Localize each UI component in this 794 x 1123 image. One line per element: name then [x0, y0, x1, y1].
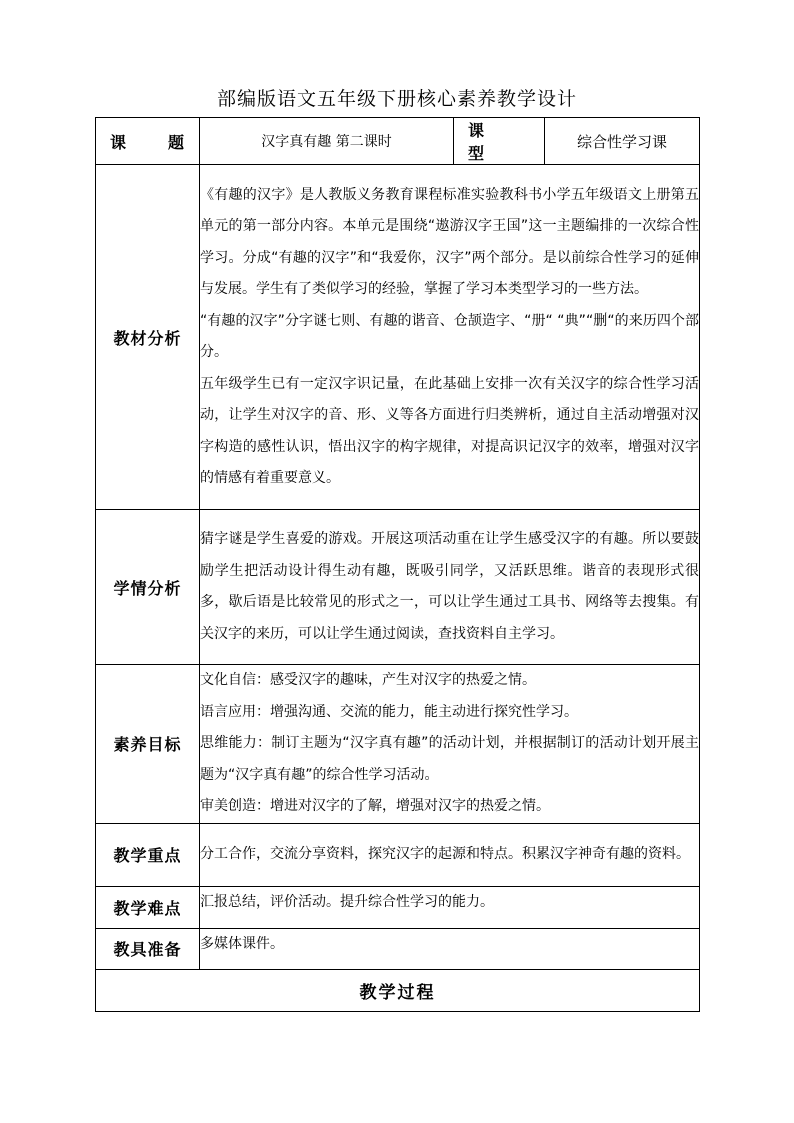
- row-content-materials: [200, 928, 700, 969]
- paragraph: 五年级学生已有一定汉字识记量，在此基础上安排一次有关汉字的综合性学习活动，让学生对汉字的音、形、义等各方面进行归类辨析，通过自主活动增强对汉字构造的感性认识，悟出汉字的构字规律，对提高识记汉字的效率，增强对汉字的情感有着重要意义。: [200, 375, 699, 486]
- table-row: [96, 928, 700, 969]
- row-label-key-points: 教学重点: [96, 823, 200, 886]
- teaching-process-heading: 教学过程: [96, 969, 700, 1011]
- paragraph: 审美创造：增进对汉字的了解，增强对汉字的热爱之情。: [200, 798, 550, 814]
- row-label-student-analysis: 学情分析: [96, 510, 200, 665]
- row-content-student-analysis: [200, 510, 700, 665]
- table-row: [96, 823, 700, 886]
- row-content-difficulties: [200, 886, 700, 928]
- paragraph: 思维能力：制订主题为“汉字真有趣”的活动计划，并根据制订的活动计划开展主题为“汉字真有趣”的综合性学习活动。: [200, 735, 699, 783]
- paragraph: 文化自信：感受汉字的趣味，产生对汉字的热爱之情。: [200, 672, 536, 688]
- paragraph: 语言应用：增强沟通、交流的能力，能主动进行探究性学习。: [200, 703, 578, 720]
- row-label-textbook-analysis: 教材分析: [96, 165, 200, 510]
- paragraph: 汇报总结，评价活动。提升综合性学习的能力。: [200, 893, 494, 910]
- row-content-key-points: [200, 823, 700, 886]
- paragraph: 《有趣的汉字》是人教版义务教育课程标准实验教科书小学五年级语文上册第五单元的第一部分内容。本单元是围绕“遨游汉字王国”这一主题编排的一次综合性学习。分成“有趣的汉字”和“我爱你，汉字”两个部分。是以前综合性学习的延伸与发展。学生有了类似学习的经验，掌握了学习本类型学习的一些方法。: [200, 186, 699, 297]
- topic-value: 汉字真有趣 第二课时: [200, 118, 454, 165]
- document-title: 部编版语文五年级下册核心素养教学设计: [216, 88, 577, 110]
- header-row: [96, 118, 700, 165]
- row-label-materials: 教具准备: [96, 928, 200, 969]
- table-row: [96, 886, 700, 928]
- paragraph: “有趣的汉字”分字谜七则、有趣的谐音、仓颉造字、“册“ “典”“删“的来历四个部分。: [200, 312, 699, 360]
- paragraph: 猜字谜是学生喜爱的游戏。开展这项活动重在让学生感受汉字的有趣。所以要鼓励学生把活动设计得生动有趣，既吸引同学，又活跃思维。谐音的表现形式很多，歇后语是比较常见的形式之一，可以让学生通过工具书、网络等去搜集。有关汉字的来历，可以让学生通过阅读，查找资料自主学习。: [200, 531, 699, 642]
- row-label-difficulties: 教学难点: [96, 886, 200, 928]
- process-row: [96, 969, 700, 1011]
- paragraph: 分工合作，交流分享资料，探究汉字的起源和特点。积累汉字神奇有趣的资料。: [200, 845, 690, 862]
- table-row: [96, 165, 700, 510]
- row-content-textbook-analysis: [200, 165, 700, 510]
- type-label: 课 型: [454, 118, 545, 165]
- row-label-competency-goals: 素养目标: [96, 665, 200, 824]
- table-row: [96, 510, 700, 665]
- table-row: [96, 665, 700, 824]
- topic-label: 课 题: [96, 118, 200, 165]
- paragraph: 多媒体课件。: [200, 935, 284, 952]
- row-content-competency-goals: [200, 665, 700, 824]
- lesson-plan-table: [95, 117, 700, 1012]
- type-value: 综合性学习课: [545, 118, 700, 165]
